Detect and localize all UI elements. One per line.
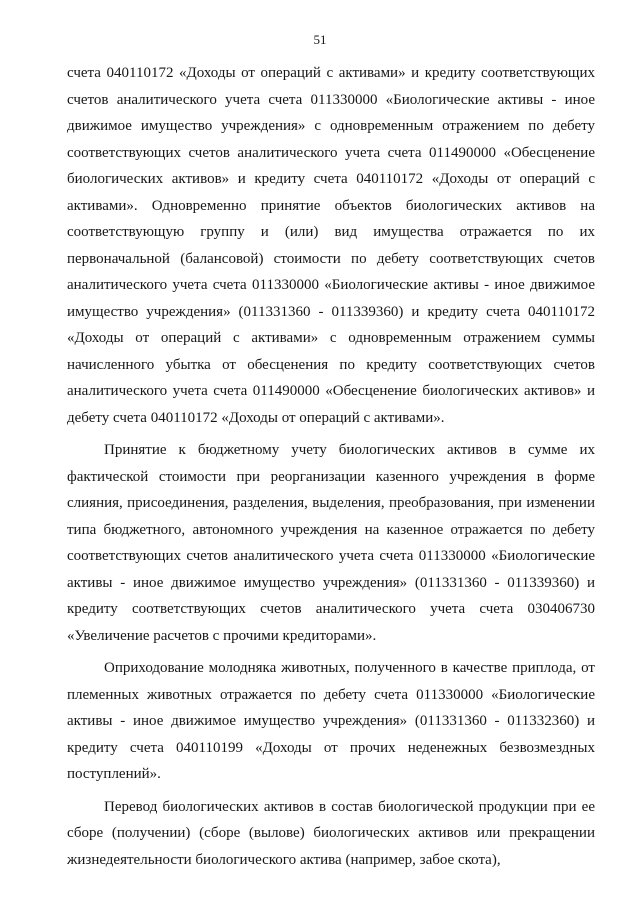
page-number: 51 — [313, 32, 327, 47]
paragraph-2: Принятие к бюджетному учету биологических активов в сумме их фактической стоимости при реорганизации казенного учреждения в форме слияния, присоединения, разделения, выделения, преобразования, при изменении типа бюджетного, автономного учреждения на казенное отражается по дебету соответствующих счетов аналитического учета счета 011330000 «Биологические активы - иное движимое имущество учреждения» (011331360 - 011339360) и кредиту соответствующих счетов аналитического учета счета 030406730 «Увеличение расчетов с прочими кредиторами». — [67, 442, 595, 644]
document-body — [67, 60, 595, 873]
paragraph-3: Оприходование молодняка животных, полученного в качестве приплода, от племенных животных отражается по дебету счета 011330000 «Биологические активы - иное движимое имущество учреждения» (011331360 - 011332360) и кредиту счета 040110199 «Доходы от прочих неденежных безвозмездных поступлений». — [67, 660, 595, 782]
paragraph-4: Перевод биологических активов в состав биологической продукции при ее сборе (получении) (сборе (вылове) биологических активов или прекращении жизнедеятельности биологического актива (например, забое скота), — [67, 798, 595, 868]
paragraph-1: счета 040110172 «Доходы от операций с активами» и кредиту соответствующих счетов аналитического учета счета 011330000 «Биологические активы - иное движимое имущество учреждения» с одновременным отражением по дебету соответствующих счетов аналитического учета счета 011490000 «Обесценение биологических активов» и кредиту счета 040110172 «Доходы от операций с активами». Одновременно принятие объектов биологических активов на соответствующую группу и (или) вид имущества отражается по их первоначальной (балансовой) стоимости по дебету соответствующих счетов аналитического учета счета 011330000 «Биологические активы - иное движимое имущество учреждения» (011331360 - 011339360) и кредиту счета 040110172 «Доходы от операций с активами» с одновременным отражением суммы начисленного убытка от обесценения по кредиту соответствующих счетов аналитического учета счета 011490000 «Обесценение биологических активов» и дебету счета 040110172 «Доходы от операций с активами». — [67, 65, 595, 426]
